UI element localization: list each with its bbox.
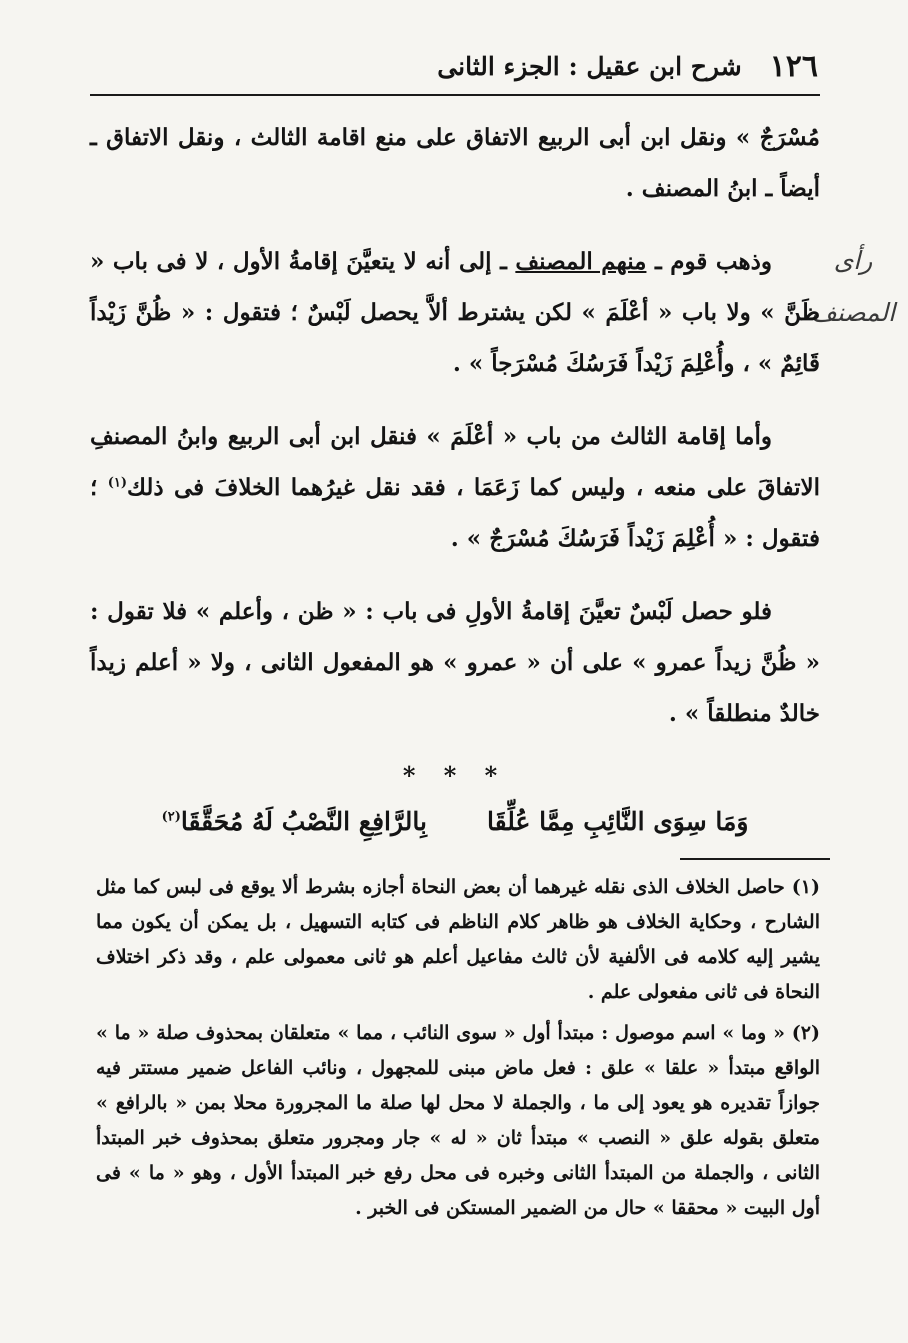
header-rule — [90, 94, 820, 96]
footnote-1: (١) حاصل الخلاف الذى نقله غيرهما أن بعض النحاة أجازه بشرط ألا يوقع فى لبس كما مثل الشارح ، وحكاية الخلاف هو ظاهر كلام الناظم فى كتابه التسهيل ، بل يمكن أن يكون مما يشير إليه كلامه فى الألفية لأن ثالث مفاعيل أعلم هو ثانى معمولى علم ، وقد ذكر اختلاف النحاة فى ثانى مفعولى علم . — [96, 876, 820, 1003]
paragraph-2-start: وذهب قوم ـ — [646, 248, 772, 275]
verse-line — [90, 797, 820, 847]
paragraph-3-rest: ؛ فتقول : « أُعْلِمَ زَيْداً فَرَسُكَ مُسْرَجٌ » . — [90, 474, 820, 552]
footnote-ref-2: (٢) — [161, 809, 181, 825]
section-separator: * * * — [402, 761, 508, 790]
margin-handwritten-note — [808, 235, 898, 339]
page-header — [90, 40, 818, 92]
paragraph-3-start: وأما إقامة الثالث من باب « أعْلَمَ » فنقل ابن أبى الربيع وابنُ المصنفِ الاتفاقَ على منعه ، وليس كما زَعَمَا ، فقد نقل غيرُهما الخلافَ فى ذلك — [90, 423, 820, 501]
page-number: ١٢٦ — [769, 48, 818, 84]
margin-note-line-1: رأى — [833, 246, 873, 275]
footnotes — [96, 870, 820, 1232]
paragraph-4: فلو حصل لَبْسٌ تعيَّنَ إقامةُ الأولِ فى باب : « ظن ، وأعلم » فلا تقول : « ظُنَّ زيداً عمرو » على أن « عمرو » هو المفعول الثانى ، ولا « أعلم زيداً خالدٌ منطلقاً » . — [90, 598, 820, 727]
footnote-rule — [680, 858, 830, 860]
paragraph-2 — [90, 236, 820, 389]
main-text — [90, 112, 820, 847]
paragraph-3 — [90, 411, 820, 564]
underlined-phrase: منهم المصنف — [515, 248, 647, 275]
footnote-ref-1: (١) — [107, 475, 127, 491]
running-title: شرح ابن عقيل : الجزء الثانى — [437, 51, 742, 81]
footnote-2: (٢) « وما » اسم موصول : مبتدأ أول « سوى النائب ، مما » متعلقان بمحذوف صلة « ما » الواقع مبتدأ « علقا » علق : فعل ماض مبنى للمجهول ، ونائب الفاعل ضمير مستتر فيه جوازاً تقديره هو يعود إلى ما ، والجملة لا محل لها صلة ما المجرورة محلا بمن « بالرافع » متعلق بقوله علق « النصب » مبتدأ ثان « له » جار ومجرور متعلق بمحذوف خبر المبتدأ الثانى ، والجملة من المبتدأ الثانى وخبره فى محل رفع خبر المبتدأ الأول ، وهو « ما » فى أول البيت « محققا » حال من الضمير المستكن فى الخبر . — [96, 1022, 820, 1219]
paragraph-1: مُسْرَجٌ » ونقل ابن أبى الربيع الاتفاق على منع اقامة الثالث ، ونقل الاتفاق ـ أيضاً ـ ابنُ المصنف . — [90, 124, 820, 202]
paragraph-2-rest: ـ إلى أنه لا يتعيَّنَ إقامةُ الأول ، لا فى باب « ظَنَّ » ولا باب « أعْلَمَ » لكن يشترط ألاَّ يحصل لَبْسٌ ؛ فتقول : « ظُنَّ زَيْداً قَائِمٌ » ، وأُعْلِمَ زَيْداً فَرَسُكَ مُسْرَجاً » . — [90, 248, 820, 377]
verse-hemistich-2-text: بِالرَّافِعِ النَّصْبُ لَهُ مُحَقَّقَا — [180, 807, 427, 836]
margin-note-line-2: المصنف — [810, 298, 896, 327]
verse-hemistich-2 — [162, 797, 427, 847]
verse-hemistich-1: وَمَا سِوَى النَّائِبِ مِمَّا عُلِّقَا — [486, 807, 749, 836]
